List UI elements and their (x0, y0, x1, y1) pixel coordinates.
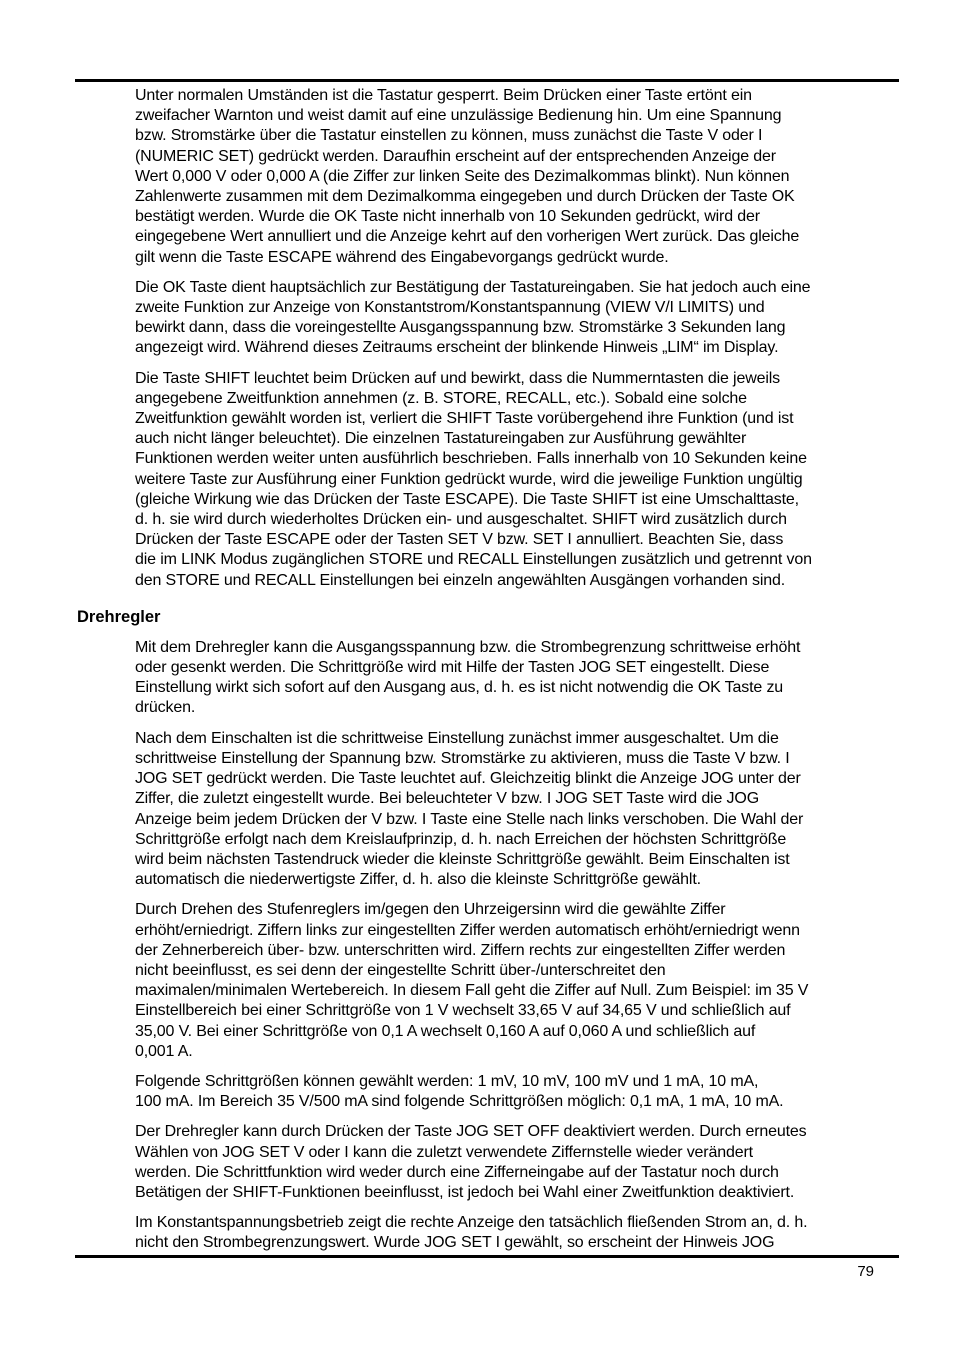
text-line: weitere Taste zur Ausführung einer Funktion gedrückt wurde, wird die jeweilige Funktion ungültig (135, 470, 803, 488)
text-line: Betätigen der SHIFT-Funktionen beeinflusst, ist jedoch bei Wahl einer Zweitfunktion deaktiviert. (135, 1183, 795, 1201)
text-line: Unter normalen Umständen ist die Tastatur gesperrt. Beim Drücken einer Taste ertönt ein (135, 87, 752, 104)
text-line: nicht den Strombegrenzungswert. Wurde JOG SET I gewählt, so erscheint der Hinweis JOG (135, 1234, 775, 1252)
text-line: Nach dem Einschalten ist die schrittweise Einstellung zunächst immer ausgeschaltet. Um die (135, 729, 779, 747)
text-line: bewirkt dann, dass die voreingestellte Ausgangsspannung bzw. Stromstärke 3 Sekunden lang (135, 319, 786, 337)
text-line: drücken. (135, 699, 196, 717)
text-line: zweifacher Warnton und weist damit auf eine unzulässige Bedienung hin. Um eine Spannung (135, 107, 782, 125)
paragraph (135, 900, 905, 1062)
text-line: (gleiche Wirkung wie das Drücken der Taste ESCAPE). Die Taste SHIFT ist eine Umschalttaste, (135, 490, 799, 508)
paragraph (135, 729, 905, 891)
text-line: d. h. sie wird durch wiederholtes Drücken ein- und ausgeschaltet. SHIFT wird zusätzlich durch (135, 511, 787, 529)
text-line: Zweitfunktion gewählt worden ist, verliert die SHIFT Taste vorübergehend ihre Funktion (und ist (135, 410, 794, 428)
paragraph (135, 278, 905, 359)
text-line: wird beim nächsten Tastendruck wieder die kleinste Schrittgröße gewählt. Beim Einschalten ist (135, 850, 790, 868)
text-line: automatisch die niederwertigste Ziffer, d. h. also die kleinste Schrittgröße gewählt. (135, 871, 701, 889)
footer-rule (75, 1255, 899, 1258)
text-line: Drücken der Taste ESCAPE oder der Tasten SET V bzw. SET I annulliert. Beachten Sie, dass (135, 531, 784, 549)
text-line: nicht beeinflusst, es sei denn der eingestellte Schritt über-/unterschreitet den (135, 961, 666, 979)
text-line: Einstellbereich bei einer Schrittgröße von 1 V wechselt 33,65 V auf 34,65 V und schließlich auf (135, 1002, 791, 1020)
paragraph (135, 638, 905, 719)
text-line: Schrittgröße erfolgt nach dem Kreislaufprinzip, d. h. nach Erreichen der höchsten Schrittgröße (135, 830, 787, 848)
text-line: auch nicht länger beleuchtet). Die einzelnen Tastatureingaben zur Ausführung gewählter (135, 430, 747, 448)
text-line: Die OK Taste dient hauptsächlich zur Bestätigung der Tastatureingaben. Sie hat jedoch auch eine (135, 278, 811, 296)
text-line: Der Drehregler kann durch Drücken der Taste JOG SET OFF deaktiviert werden. Durch erneutes (135, 1123, 807, 1141)
text-line: angezeigt wird. Während dieses Zeitraums erscheint der blinkende Hinweis „LIM“ im Display. (135, 339, 779, 357)
paragraph (135, 1122, 905, 1203)
text-line: Anzeige beim jedem Drücken der V bzw. I Taste eine Stelle nach links verschoben. Die Wahl der (135, 810, 804, 828)
paragraph (135, 1213, 905, 1253)
text-line: oder gesenkt werden. Die Schrittgröße wird mit Hilfe der Tasten JOG SET eingestellt. Diese (135, 659, 770, 677)
text-line: Durch Drehen des Stufenreglers im/gegen den Uhrzeigersinn wird die gewählte Ziffer (135, 901, 726, 919)
text-line: erhöht/erniedrigt. Ziffern links zur eingestellten Ziffer werden automatisch erhöht/erniedrigt wenn (135, 921, 800, 939)
text-line: bzw. Stromstärke über die Tastatur einstellen zu können, muss zunächst die Taste V oder I (135, 127, 763, 145)
text-line: maximalen/minimalen Wertebereich. In diesem Fall geht die Ziffer auf Null. Zum Beispiel: im 35 V (135, 982, 809, 1000)
text-line: eingegebene Wert annulliert und die Anzeige kehrt auf den vorherigen Wert zurück. Das gleiche (135, 228, 800, 246)
text-line: angegebene Zweitfunktion annehmen (z. B. STORE, RECALL, etc.). Sobald eine solche (135, 389, 747, 407)
text-line: zweite Funktion zur Anzeige von Konstantstrom/Konstantspannung (VIEW V/I LIMITS) und (135, 299, 765, 317)
text-line: Zahlenwerte zusammen mit dem Dezimalkomma eingegeben und durch Drücken der Taste OK (135, 188, 795, 206)
text-line: der Zehnerbereich über- bzw. unterschritten wird. Ziffern rechts zur eingestellten Ziffer werden (135, 941, 786, 959)
text-line: 0,001 A. (135, 1042, 193, 1060)
text-line: werden. Die Schrittfunktion wird weder durch eine Zifferneingabe auf der Tastatur noch durch (135, 1163, 779, 1181)
text-line: Folgende Schrittgrößen können gewählt werden: 1 mV, 10 mV, 100 mV und 1 mA, 10 mA, (135, 1072, 759, 1090)
text-line: den STORE und RECALL Einstellungen bei einzeln angewählten Ausgängen vorhanden sind. (135, 571, 786, 589)
text-line: 100 mA. Im Bereich 35 V/500 mA sind folgende Schrittgrößen möglich: 0,1 mA, 1 mA, 10 mA. (135, 1093, 784, 1111)
text-line: JOG SET gedrückt werden. Die Taste leuchtet auf. Gleichzeitig blinkt die Anzeige JOG unter der (135, 770, 801, 788)
text-line: Ziffer, die zuletzt eingestellt wurde. Bei beleuchteter V bzw. I JOG SET Taste wird die JOG (135, 790, 759, 808)
text-line: Einstellung wirkt sich sofort auf den Ausgang aus, d. h. es ist nicht notwendig die OK Taste zu (135, 679, 784, 697)
paragraph (135, 1072, 905, 1112)
text-line: gilt wenn die Taste ESCAPE während des Eingabevorgangs gedrückt wurde. (135, 248, 669, 266)
header-rule (75, 79, 899, 82)
section-heading: Drehregler (77, 607, 161, 626)
text-line: Die Taste SHIFT leuchtet beim Drücken auf und bewirkt, dass die Nummerntasten die jeweils (135, 369, 781, 387)
paragraph (135, 369, 905, 591)
text-line: Wert 0,000 V oder 0,000 A (die Ziffer zur linken Seite des Dezimalkommas blinkt). Nun können (135, 167, 790, 185)
text-line: die im LINK Modus zugänglichen STORE und RECALL Einstellungen zusätzlich und getrennt von (135, 551, 812, 569)
page-number: 79 (857, 1263, 874, 1280)
text-line: Wählen von JOG SET V oder I kann die zuletzt verwendete Ziffernstelle wieder verändert (135, 1143, 753, 1161)
text-line: Mit dem Drehregler kann die Ausgangsspannung bzw. die Strombegrenzung schrittweise erhöht (135, 638, 801, 656)
paragraph (135, 86, 905, 268)
text-line: (NUMERIC SET) gedrückt werden. Daraufhin erscheint auf der entsprechenden Anzeige der (135, 147, 776, 165)
text-line: 35,00 V. Bei einer Schrittgröße von 0,1 A wechselt 0,160 A auf 0,060 A und schließlich auf (135, 1022, 756, 1040)
text-line: Funktionen werden weiter unten ausführlich beschrieben. Falls innerhalb von 10 Sekunden keine (135, 450, 807, 468)
text-line: schrittweise Einstellung der Spannung bzw. Stromstärke zu aktivieren, muss die Taste V bzw. I (135, 749, 790, 767)
drehregler-section (0, 638, 954, 1254)
text-line: bestätigt werden. Wurde die OK Taste nicht innerhalb von 10 Sekunden gedrückt, wird der (135, 208, 760, 226)
intro-section (0, 86, 954, 591)
text-line: Im Konstantspannungsbetrieb zeigt die rechte Anzeige den tatsächlich fließenden Strom an, d. h. (135, 1214, 808, 1232)
page-body (0, 86, 954, 1264)
